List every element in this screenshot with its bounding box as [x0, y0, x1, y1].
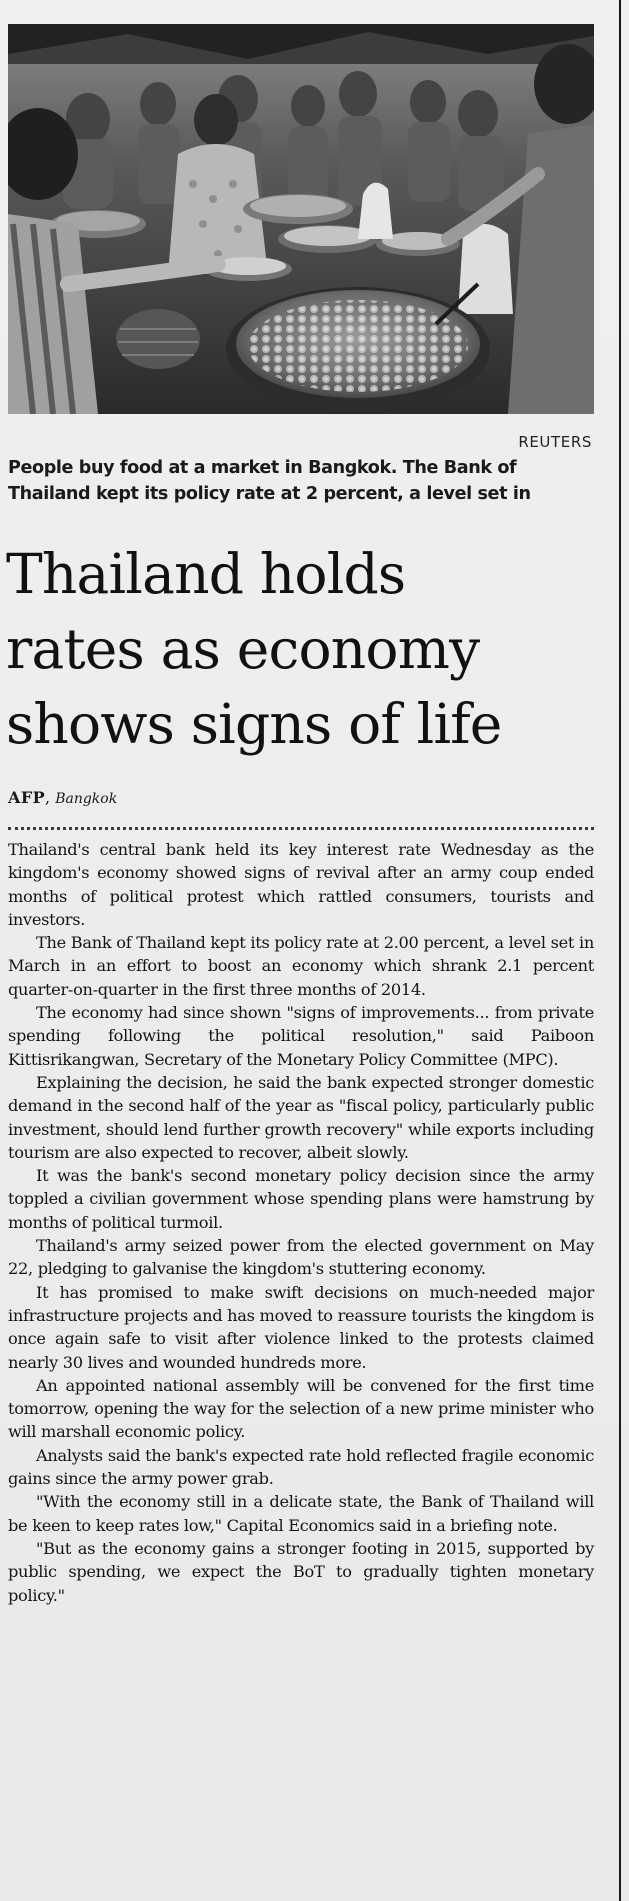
headline-line: Thailand holds: [6, 542, 406, 606]
byline-agency: AFP: [8, 788, 46, 807]
article-paragraph: Thailand's army seized power from the elected government on May 22, pledging to galvanise the kingdom's stuttering economy.: [8, 1236, 594, 1279]
article-paragraph: Explaining the decision, he said the bank expected stronger domestic demand in the second half of the year as "fiscal policy, particularly public investment, should lend further growth recovery" while exports including tourism are also expected to recover, albeit slowly.: [8, 1072, 594, 1162]
article-paragraph: An appointed national assembly will be convened for the first time tomorrow, opening the way for the selection of a new prime minister who will marshall economic policy.: [8, 1375, 594, 1442]
dotted-divider: [8, 827, 594, 830]
headline-line: shows signs of life: [6, 692, 502, 756]
byline: [8, 788, 117, 807]
article-paragraph: "But as the economy gains a stronger footing in 2015, supported by public spending, we expect the BoT to gradually tighten monetary policy.": [8, 1538, 594, 1605]
article-paragraph: Analysts said the bank's expected rate hold reflected fragile economic gains since the army power grab.: [8, 1445, 594, 1489]
article-paragraph: Thailand's central bank held its key interest rate Wednesday as the kingdom's economy showed signs of revival after an army coup ended months of political protest which rattled consumers, tourists and investors.: [8, 840, 594, 929]
market-photo-image: [8, 24, 594, 414]
article-paragraph: The economy had since shown "signs of improvements... from private spending following the political resolution," said Paiboon Kittisrikangwan, Secretary of the Monetary Policy Committee (MPC).: [8, 1003, 594, 1069]
photo-credit: REUTERS: [518, 433, 592, 451]
byline-city: Bangkok: [55, 791, 118, 807]
market-photo: [8, 24, 594, 414]
headline: [6, 537, 606, 762]
article-paragraph: The Bank of Thailand kept its policy rate at 2.00 percent, a level set in March in an effort to boost an economy which shrank 2.1 percent quarter-on-quarter in the first three months of 2014.: [8, 933, 594, 999]
article-body: [8, 838, 594, 1607]
headline-line: rates as economy: [6, 617, 480, 681]
article-paragraph: It has promised to make swift decisions on much-needed major infrastructure projects and has moved to reassure tourists the kingdom is once again safe to visit after violence linked to the protests claimed nearly 30 lives and wounded hundreds more.: [8, 1282, 594, 1372]
article-paragraph: It was the bank's second monetary policy decision since the army toppled a civilian government whose spending plans were hamstrung by months of political turmoil.: [8, 1166, 594, 1232]
photo-caption: People buy food at a market in Bangkok. The Bank of Thailand kept its policy rate at 2 percent, a level set in: [8, 458, 531, 504]
column-rule: [619, 0, 621, 1901]
byline-separator: ,: [45, 788, 56, 807]
article-paragraph: "With the economy still in a delicate state, the Bank of Thailand will be keen to keep rates low," Capital Economics said in a briefing note.: [8, 1492, 594, 1535]
